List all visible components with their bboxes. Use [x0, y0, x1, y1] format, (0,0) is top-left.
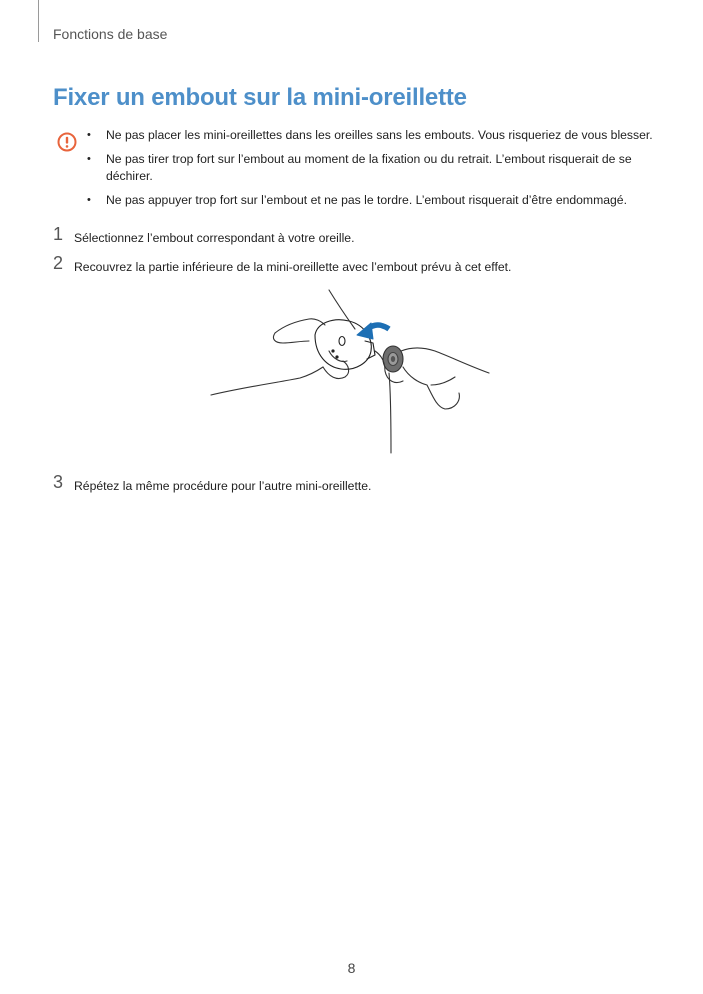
caution-list [87, 127, 657, 216]
step-number: 1 [53, 224, 64, 244]
bullet-icon: • [87, 153, 91, 165]
caution-item [87, 151, 657, 185]
caution-item [87, 192, 657, 209]
step-number: 3 [53, 472, 64, 492]
caution-text: Ne pas tirer trop fort sur l’embout au moment de la fixation ou du retrait. L’embout risquerait de se déchirer. [106, 152, 632, 183]
earbud-cable [329, 290, 355, 329]
earbud-dot [331, 349, 334, 352]
step-text: Recouvrez la partie inférieure de la mini-oreillette avec l’embout prévu à cet effet. [74, 260, 512, 274]
earbud-dot [335, 355, 338, 358]
earbud-sensor [339, 337, 345, 346]
step-text: Répétez la même procédure pour l’autre mini-oreillette. [74, 479, 372, 493]
side-rule [38, 0, 39, 42]
left-hand [275, 319, 325, 333]
caution-icon [57, 132, 77, 152]
page-number: 8 [347, 960, 356, 976]
caution-text: Ne pas placer les mini-oreillettes dans les oreilles sans les embouts. Vous risqueriez de vous blesser. [106, 128, 653, 142]
ear-tip-cable [389, 373, 391, 453]
section-header: Fonctions de base [53, 26, 168, 42]
step-text: Sélectionnez l’embout correspondant à votre oreille. [74, 231, 355, 245]
left-arm [211, 367, 323, 395]
left-thumb [273, 333, 309, 343]
earbud-nozzle [365, 341, 375, 359]
page-title: Fixer un embout sur la mini-oreillette [53, 84, 467, 111]
earbud-illustration [205, 285, 505, 460]
bullet-icon: • [87, 129, 91, 141]
right-hand [401, 348, 489, 373]
caution-item [87, 127, 657, 144]
step-number: 2 [53, 253, 64, 273]
caution-text: Ne pas appuyer trop fort sur l’embout et ne pas le tordre. L’embout risquerait d’être endommagé. [106, 193, 627, 207]
bullet-icon: • [87, 194, 91, 206]
